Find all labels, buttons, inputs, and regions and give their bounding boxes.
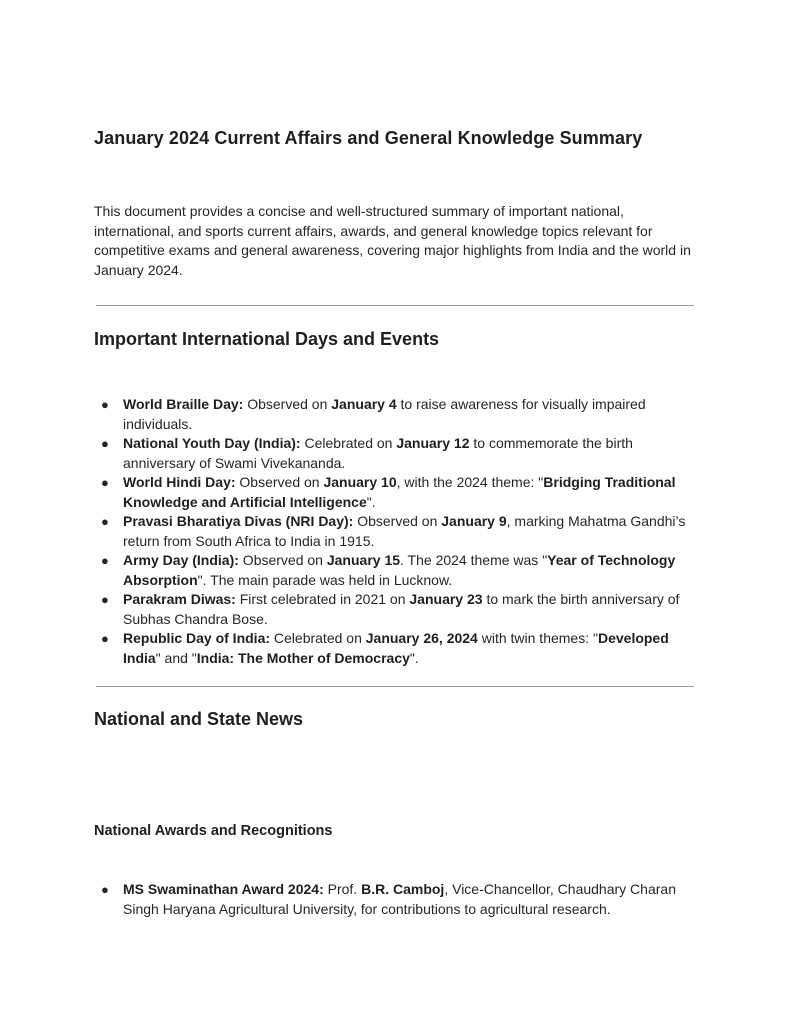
awards-list: [94, 880, 706, 919]
list-item-parakram-diwas: ● Parakram Diwas: First celebrated in 2021 on January 23 to mark the birth anniversary of Subhas Chandra Bose.: [101, 591, 680, 627]
document-title: January 2024 Current Affairs and General Knowledge Summary: [94, 128, 643, 148]
item-person: B.R. Camboj: [361, 881, 445, 897]
international-events-list: [94, 395, 706, 668]
national-section-heading: National and State News: [94, 709, 304, 729]
awards-subheading: National Awards and Recognitions: [94, 823, 333, 839]
section-divider: [96, 305, 694, 306]
bullet-icon: ●: [101, 592, 109, 607]
item-label: Army Day (India):: [123, 552, 239, 568]
item-date: January 9: [441, 513, 507, 529]
item-theme-2: India: The Mother of Democracy: [196, 649, 410, 666]
item-theme: Bridging Traditional Knowledge and Artificial Intelligence: [123, 474, 676, 510]
list-item-republic-day: ● Republic Day of India: Celebrated on January 26, 2024 with twin themes: "Developed India" and "India: The Mother of Democracy".: [101, 630, 669, 666]
item-label: Pravasi Bharatiya Divas (NRI Day):: [123, 513, 354, 529]
item-label: Republic Day of India:: [123, 630, 271, 646]
list-item-ms-swaminathan-award: ● MS Swaminathan Award 2024: Prof. B.R. Camboj, Vice-Chancellor, Chaudhary Charan Singh Haryana Agricultural University, for contributions to agricultural research.: [101, 881, 676, 917]
list-item-pravasi-bharatiya-divas: ● Pravasi Bharatiya Divas (NRI Day): Observed on January 9, marking Mahatma Gandhi’s return from South Africa to India in 1915.: [101, 513, 686, 549]
bullet-icon: ●: [101, 436, 109, 451]
item-label: World Hindi Day:: [123, 474, 236, 490]
bullet-icon: ●: [101, 553, 109, 568]
item-label: National Youth Day (India):: [123, 435, 301, 451]
list-item-army-day: ● Army Day (India): Observed on January 15. The 2024 theme was "Year of Technology Absorption". The main parade was held in Lucknow.: [101, 552, 676, 588]
bullet-icon: ●: [101, 631, 109, 646]
item-date: January 15: [326, 552, 401, 568]
item-theme: Year of Technology Absorption: [123, 552, 676, 588]
item-date: January 23: [409, 591, 483, 607]
item-label: MS Swaminathan Award 2024:: [123, 881, 324, 897]
section-divider: [96, 686, 694, 687]
bullet-icon: ●: [101, 397, 109, 412]
list-item-world-hindi-day: ● World Hindi Day: Observed on January 10, with the 2024 theme: "Bridging Traditional Knowledge and Artificial Intelligence".: [101, 474, 676, 510]
list-item-world-braille-day: ● World Braille Day: Observed on January 4 to raise awareness for visually impaired individuals.: [101, 396, 646, 432]
item-theme: Developed India: [123, 630, 669, 666]
bullet-icon: ●: [101, 514, 109, 529]
bullet-icon: ●: [101, 475, 109, 490]
intro-paragraph: This document provides a concise and well-structured summary of important national, international, and sports current affairs, awards, and general knowledge topics relevant for competitive exams and general awareness, covering major highlights from India and the world in January 2024.: [94, 203, 691, 278]
item-date: January 12: [396, 435, 470, 451]
international-section-heading: Important International Days and Events: [94, 329, 440, 349]
item-label: World Braille Day:: [123, 396, 244, 412]
list-item-national-youth-day: ● National Youth Day (India): Celebrated on January 12 to commemorate the birth anniversary of Swami Vivekananda.: [101, 435, 633, 471]
bullet-icon: ●: [101, 882, 109, 897]
item-date: January 10: [323, 474, 397, 490]
item-label: Parakram Diwas:: [123, 591, 236, 607]
item-date: January 26, 2024: [365, 630, 478, 646]
item-date: January 4: [331, 396, 397, 412]
